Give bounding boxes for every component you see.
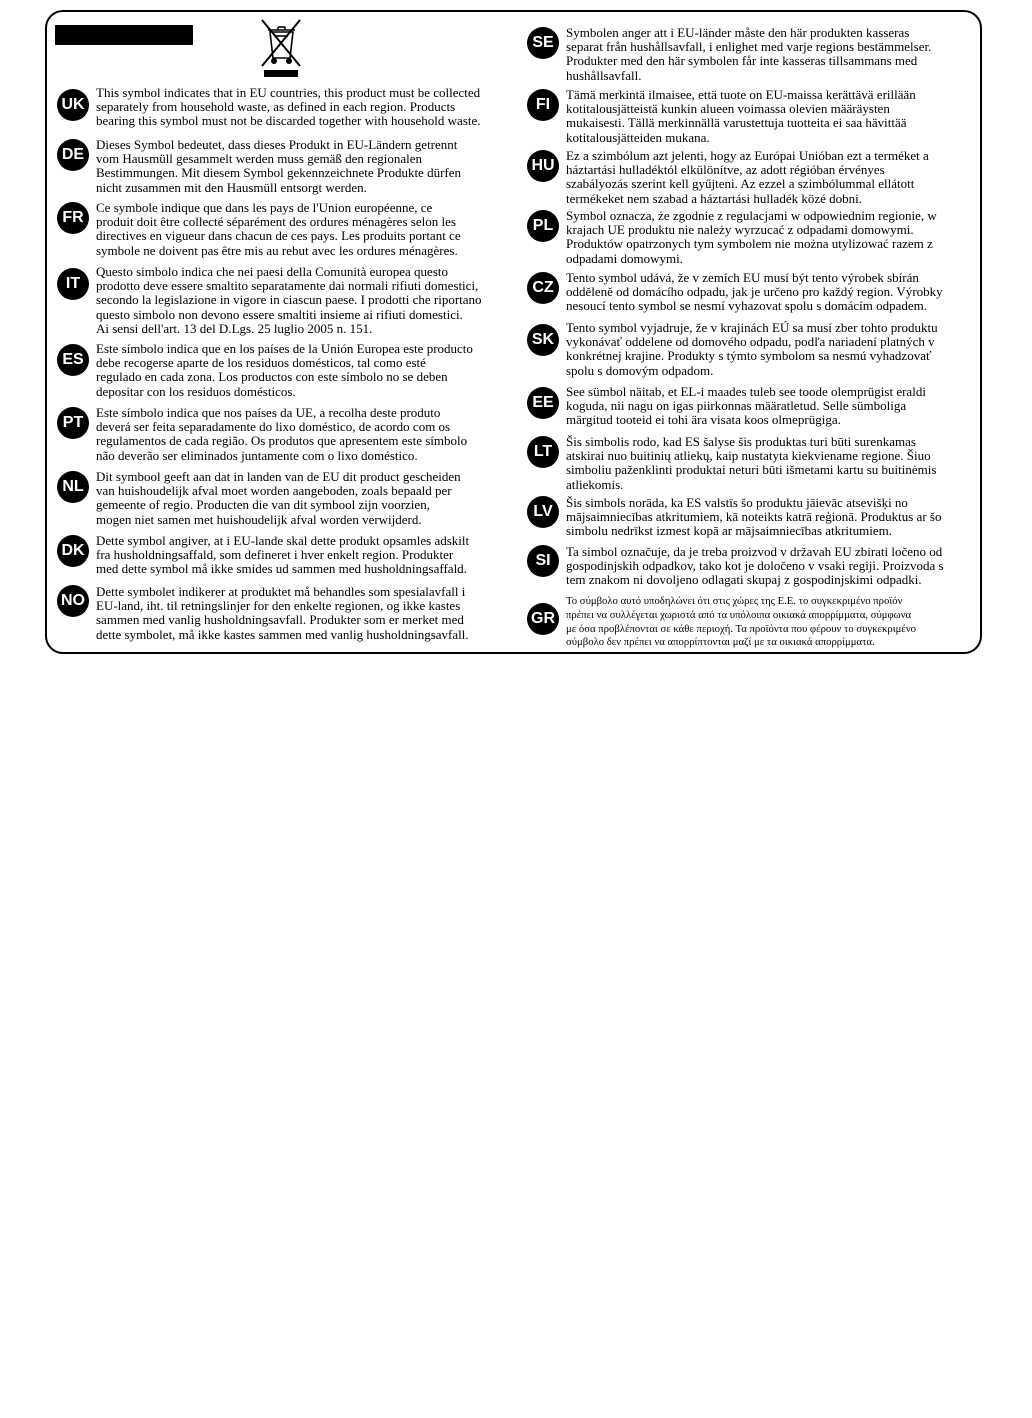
- language-badge-no: NO: [57, 585, 89, 617]
- language-badge-dk: DK: [57, 535, 89, 567]
- entry-text-sk: Tento symbol vyjadruje, že v krajinách EÚ sa musí zber tohto produktu vykonávať oddelene od domového odpadu, podľa nariadení platných v konkrétnej krajine. Produkty s týmto symbolom sa nesmú vyhadzovať spolu s domovým odpadom.: [566, 320, 938, 378]
- entry-text-se: Symbolen anger att i EU-länder måste den här produkten kasseras separat från hushållsavfall, i enlighet med varje regions bestämmelser. Produkter med den här symbolen får inte kasseras tillsammans med hushållsavfall.: [566, 25, 932, 83]
- entry-text-no: Dette symbolet indikerer at produktet må behandles som spesialavfall i EU-land, iht. til retningslinjer for den enkelte regionen, og ikke kastes sammen med vanlig husholdningsavfall. Produkter som er merket med dette symbolet, må ikke kastes sammen med vanlig husholdningsavfall.: [96, 584, 469, 642]
- entry-text-cz: Tento symbol udává, že v zemích EU musí být tento výrobek sbírán odděleně od domácího odpadu, jak je určeno pro každý region. Výrobky nesoucí tento symbol se nesmí vyhazovat spolu s domácím odpadem.: [566, 270, 943, 314]
- language-badge-pl: PL: [527, 210, 559, 242]
- entry-text-pt: Este símbolo indica que nos países da UE, a recolha deste produto deverá ser feita separadamente do lixo doméstico, de acordo com os regulamentos de cada região. Os produtos que apresentem este símbolo não deverão ser eliminados juntamente com o lixo doméstico.: [96, 405, 468, 463]
- entry-text-pl: Symbol oznacza, że zgodnie z regulacjami w odpowiednim regionie, w krajach UE produktu nie należy wyrzucać z odpadami domowymi. Produktów opatrzonych tym symbolem nie można utylizować razem z odpadami domowymi.: [566, 208, 937, 266]
- language-badge-cz: CZ: [527, 272, 559, 304]
- entry-text-nl: Dit symbool geeft aan dat in landen van de EU dit product gescheiden van huishoudelijk afval moet worden aangeboden, zoals bepaald per gemeente of regio. Producten die van dit symbool zijn voorzien, mogen niet samen met huishoudelijk afval worden verwijderd.: [96, 469, 461, 527]
- entry-text-it: Questo simbolo indica che nei paesi della Comunità europea questo prodotto deve essere smaltito separatamente dai normali rifiuti domestici, secondo la legislazione in vigore in ciascun paese. I prodotti che riportano questo simbolo non devono essere smaltiti insieme ai rifiuti domestici. Ai sensi dell'art. 13 del D.Lgs. 25 luglio 2005 n. 151.: [96, 264, 482, 336]
- entry-text-uk: This symbol indicates that in EU countries, this product must be collected separately from household waste, as defined in each region. Products bearing this symbol must not be discarded together with household waste.: [96, 85, 481, 129]
- language-badge-de: DE: [57, 139, 89, 171]
- language-badge-nl: NL: [57, 471, 89, 503]
- language-badge-gr: GR: [527, 603, 559, 635]
- language-badge-es: ES: [57, 344, 89, 376]
- language-badge-pt: PT: [57, 407, 89, 439]
- entry-text-lt: Šis simbolis rodo, kad ES šalyse šis produktas turi būti surenkamas atskirai nuo buitinių atliekų, kaip nustatyta kiekviename regione. Šiuo simboliu paženklinti produktai neturi būti išmetami kartu su buitinėmis atliekomis.: [566, 434, 937, 492]
- language-badge-lt: LT: [527, 436, 559, 468]
- entry-text-fi: Tämä merkintä ilmaisee, että tuote on EU-maissa kerättävä erillään kotitalousjätteistä kunkin alueen voimassa olevien määräysten mukaisesti. Tällä merkinnällä varustettuja tuotteita ei saa hävittää kotitalousjätteiden mukana.: [566, 87, 916, 145]
- language-badge-it: IT: [57, 268, 89, 300]
- entry-text-ee: See sümbol näitab, et EL-i maades tuleb see toode olemprügist eraldi koguda, nii nagu on igas piirkonnas määratletud. Selle sümboliga märgitud tooteid ei tohi ära visata koos olmeprügiga.: [566, 384, 926, 428]
- language-badge-hu: HU: [527, 150, 559, 182]
- language-badge-si: SI: [527, 545, 559, 577]
- header-black-bar: [55, 25, 193, 45]
- entry-text-si: Ta simbol označuje, da je treba proizvod v državah EU zbirati ločeno od gospodinjskih odpadkov, tako kot je določeno v vsaki regiji. Proizvoda s tem znakom ni dovoljeno odlagati skupaj z gospodinjskimi odpadki.: [566, 544, 944, 588]
- language-badge-fi: FI: [527, 89, 559, 121]
- language-badge-sk: SK: [527, 324, 559, 356]
- entry-text-lv: Šis simbols norāda, ka ES valstīs šo produktu jāievāc atsevišķi no mājsaimniecības atkritumiem, kā noteikts katrā reģionā. Produktus ar šo simbolu nedrīkst izmest kopā ar mājsaimniecības atkritumiem.: [566, 495, 942, 539]
- entry-text-hu: Ez a szimbólum azt jelenti, hogy az Európai Unióban ezt a terméket a háztartási hulladéktól elkülönítve, az adott régióban érvényes szabályozás szerint kell gyűjteni. Az ezzel a szimbólummal ellátott termékeket nem szabad a háztartási hulladék közé dobni.: [566, 148, 929, 206]
- language-badge-uk: UK: [57, 89, 89, 121]
- entry-text-es: Este símbolo indica que en los países de la Unión Europea este producto debe recogerse aparte de los residuos domésticos, tal como esté regulado en cada zona. Los productos con este símbolo no se deben depositar con los residuos domésticos.: [96, 341, 473, 399]
- entry-text-gr: Το σύμβολο αυτό υποδηλώνει ότι στις χώρες της Ε.Ε. το συγκεκριμένο προϊόν πρέπει να συλλέγεται χωριστά από τα υπόλοιπα οικιακά απορρίμματα, σύμφωνα με όσα προβλέπονται σε κάθε περιοχή. Τα προϊόντα που φέρουν το συγκεκριμένο σύμβολο δεν πρέπει να απορρίπτονται μαζί με τα οικιακά απορρίμματα.: [566, 595, 917, 649]
- crossed-out-wheelie-bin-icon: [258, 16, 304, 80]
- language-badge-se: SE: [527, 27, 559, 59]
- entry-text-dk: Dette symbol angiver, at i EU-lande skal dette produkt opsamles adskilt fra husholdningsaffald, som defineret i hver enkelt region. Produkter med dette symbol må ikke smides ud sammen med husholdningsaffald.: [96, 533, 470, 577]
- language-badge-fr: FR: [57, 202, 89, 234]
- entry-text-fr: Ce symbole indique que dans les pays de l'Union européenne, ce produit doit être collecté séparément des ordures ménagères selon les directives en vigueur dans chacun de ces pays. Les produits portant ce symbole ne doivent pas être mis au rebut avec les ordures ménagères.: [96, 200, 461, 258]
- entry-text-de: Dieses Symbol bedeutet, dass dieses Produkt in EU-Ländern getrennt vom Hausmüll gesammelt werden muss gemäß den regionalen Bestimmungen. Mit diesem Symbol gekennzeichnete Produkte dürfen nicht zusammen mit den Hausmüll entsorgt werden.: [96, 137, 462, 195]
- language-badge-ee: EE: [527, 387, 559, 419]
- language-badge-lv: LV: [527, 496, 559, 528]
